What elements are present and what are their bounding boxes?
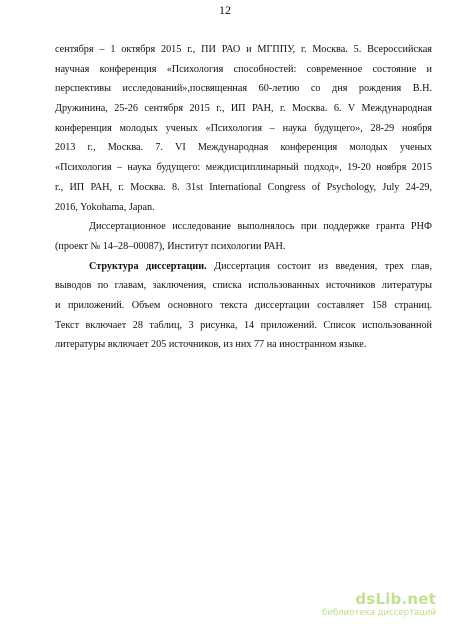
text-fragment: Диссертация состоит из введения, трех глав, [206,260,432,272]
text-line: 2013 г., Москва. 7. VI Международная конференция молодых ученых [55,142,432,154]
text-line: конференция молодых ученых «Психология – наука будущего», 28-29 ноября [55,122,432,134]
text-line: Дружинина, 25-26 сентября 2015 г., ИП РАН, г. Москва. 6. V Международная [55,103,432,115]
text-line: научная конференция «Психология способностей: современное состояние и [55,63,432,75]
text-line: Текст включает 28 таблиц, 3 рисунка, 14 приложений. Список использованной [55,319,432,331]
text-line: сентября – 1 октября 2015 г., ПИ РАО и МГППУ, г. Москва. 5. Всероссийская [55,44,432,55]
document-body [55,40,432,355]
watermark [321,590,436,619]
section-heading: Структура диссертации. [89,260,207,272]
text-line: г., ИП РАН, г. Москва. 8. 31st International Congress of Psychology, July 24-29, [55,181,432,193]
text-line: перспективы исследований»,посвященная 60-летию со дня рождения В.Н. [55,83,432,95]
watermark-subtitle: библиотека диссертаций [322,608,436,618]
text-line: «Психология – наука будущего: междисциплинарный подход», 19-20 ноября 2015 [55,162,432,174]
text-line: выводов по главам, заключения, списка использованных источников литературы [55,280,432,292]
text-line: литературы включает 205 источников, из них 77 на иностранном языке. [55,339,367,351]
text-line: и приложений. Объем основного текста диссертации составляет 158 страниц. [55,299,432,311]
paragraph-structure [55,257,432,355]
text-line: (проект № 14–28–00087), Институт психологии РАН. [55,240,286,252]
paragraph-conferences [55,40,432,217]
text-line: Диссертационное исследование выполнялось при поддержке гранта РНФ [89,221,432,233]
watermark-logo: dsLib.net [355,590,436,608]
page-number: 12 [219,3,231,17]
text-line: 2016, Yokohama, Japan. [55,201,155,213]
paragraph-grant [55,217,432,256]
text-line [55,257,432,277]
